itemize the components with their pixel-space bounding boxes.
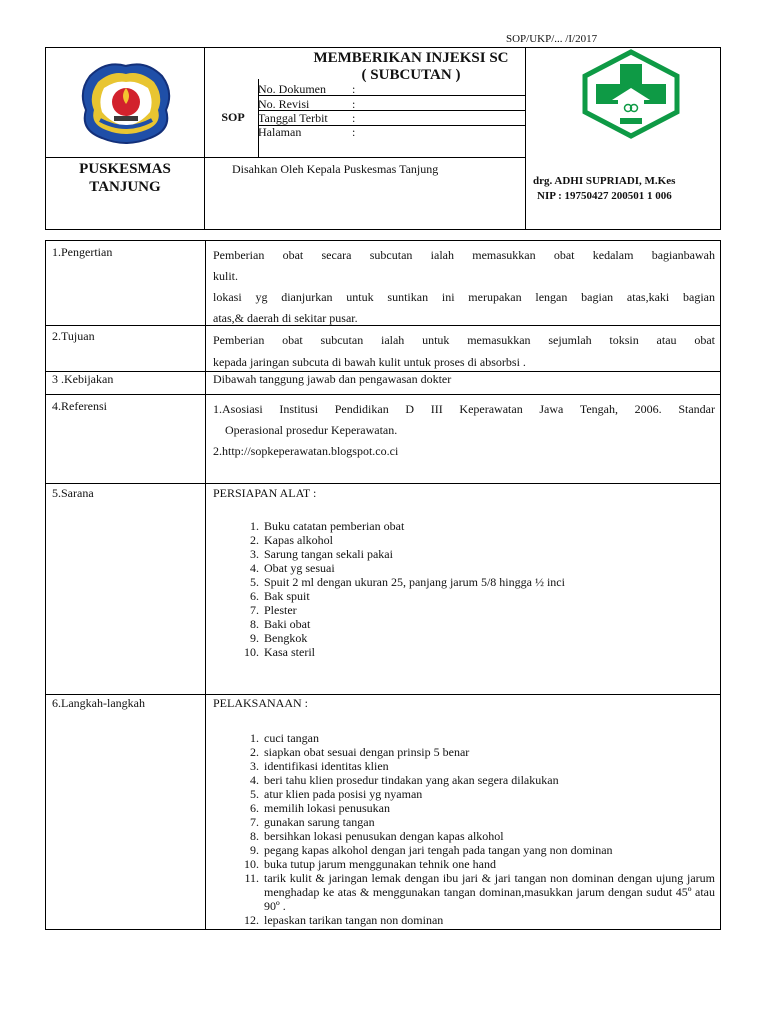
puskesmas-logo <box>576 48 686 145</box>
list-item: 3. Sarung tangan sekali pakai <box>250 547 393 561</box>
field-no-revisi: No. Revisi : <box>258 97 356 111</box>
list-item: 5. Spuit 2 ml dengan ukuran 25, panjang jarum 5/8 hingga ½ inci <box>250 575 565 589</box>
government-emblem-logo <box>76 58 176 151</box>
signer-block <box>533 174 675 204</box>
signer-nip: NIP : 19750427 200501 1 006 <box>537 190 672 202</box>
procedure-table <box>45 240 721 930</box>
field-tanggal-terbit: Tanggal Terbit : <box>258 111 356 125</box>
list-item: 1. cuci tangan <box>250 731 319 745</box>
list-item: 8. Baki obat <box>250 617 311 631</box>
list-item: 2. siapkan obat sesuai dengan prinsip 5 benar <box>250 745 470 759</box>
list-item: 12. lepaskan tarikan tangan non dominan <box>244 913 444 927</box>
approved-by-text: Disahkan Oleh Kepala Puskesmas Tanjung <box>232 162 439 176</box>
row-content-tujuan: Pemberian obat subcutan ialah untuk memasukkan sejumlah toksin atau obat kepada jaringan subcuta di bawah kulit untuk proses di absorbsi . <box>213 333 715 369</box>
list-item: 3. identifikasi identitas klien <box>250 759 389 773</box>
document-number: SOP/UKP/... /I/2017 <box>506 33 598 45</box>
list-item: 5. atur klien pada posisi yg nyaman <box>250 787 423 801</box>
list-item: 10. buka tutup jarum menggunakan tehnik one hand <box>244 857 496 871</box>
list-item: 6. memilih lokasi penusukan <box>250 801 390 815</box>
list-item: 1. Buku catatan pemberian obat <box>250 519 405 533</box>
row-label-pengertian: 1.Pengertian <box>52 245 113 259</box>
list-item: 8. bersihkan lokasi penusukan dengan kapas alkohol <box>250 829 504 843</box>
list-item: 11. tarik kulit & jaringan lemak dengan ibu jari & jari tangan non dominan dengan ujung jarum menghadap ke atas & menggunakan tangan dominan,masukkan jarum dengan sudut 45º atau 90º . <box>244 871 715 913</box>
row-label-langkah: 6.Langkah-langkah <box>52 696 145 710</box>
langkah-heading: PELAKSANAAN : <box>213 696 309 710</box>
list-item: 4. Obat yg sesuai <box>250 561 335 575</box>
list-item: 6. Bak spuit <box>250 589 310 603</box>
row-label-referensi: 4.Referensi <box>52 399 107 413</box>
sarana-heading: PERSIAPAN ALAT : <box>213 486 317 500</box>
list-item: 9. Bengkok <box>250 631 308 645</box>
header-table <box>45 47 721 230</box>
row-label-sarana: 5.Sarana <box>52 486 94 500</box>
list-item: 7. gunakan sarung tangan <box>250 815 375 829</box>
row-content-sarana <box>213 486 715 659</box>
signer-name: drg. ADHI SUPRIADI, M.Kes <box>533 175 676 187</box>
row-content-pengertian: Pemberian obat secara subcutan ialah memasukkan obat kedalam bagianbawah kulit. lokasi yg dianjurkan untuk suntikan ini merupakan lengan bagian atas,kaki bagian atas,& daerah di sekitar pusar. <box>213 248 715 325</box>
list-item: 2. Kapas alkohol <box>250 533 333 547</box>
sop-title-line2: ( SUBCUTAN ) <box>361 67 461 83</box>
equipment-list <box>213 519 715 659</box>
steps-list <box>213 731 715 927</box>
row-content-referensi: 1.Asosiasi Institusi Pendidikan D III Keperawatan Jawa Tengah, 2006. Standar Operasional prosedur Keperawatan. 2.http://sopkeperawatan.blogspot.co.ci <box>213 402 715 458</box>
row-label-kebijakan: 3 .Kebijakan <box>52 372 114 386</box>
row-label-tujuan: 2.Tujuan <box>52 329 95 343</box>
sop-title-line1: MEMBERIKAN INJEKSI SC <box>313 50 509 66</box>
sop-label: SOP <box>221 110 245 124</box>
field-halaman: Halaman : <box>258 125 356 139</box>
row-content-langkah <box>213 696 715 927</box>
row-content-kebijakan: Dibawah tanggung jawab dan pengawasan dokter <box>213 372 452 386</box>
organization-name: PUSKESMAS TANJUNG <box>79 161 171 195</box>
list-item: 4. beri tahu klien prosedur tindakan yang akan segera dilakukan <box>250 773 559 787</box>
list-item: 9. pegang kapas alkohol dengan jari tengah pada tangan yang non dominan <box>250 843 613 857</box>
list-item: 7. Plester <box>250 603 297 617</box>
field-no-dokumen: No. Dokumen : <box>258 82 356 96</box>
list-item: 10. Kasa steril <box>244 645 315 659</box>
